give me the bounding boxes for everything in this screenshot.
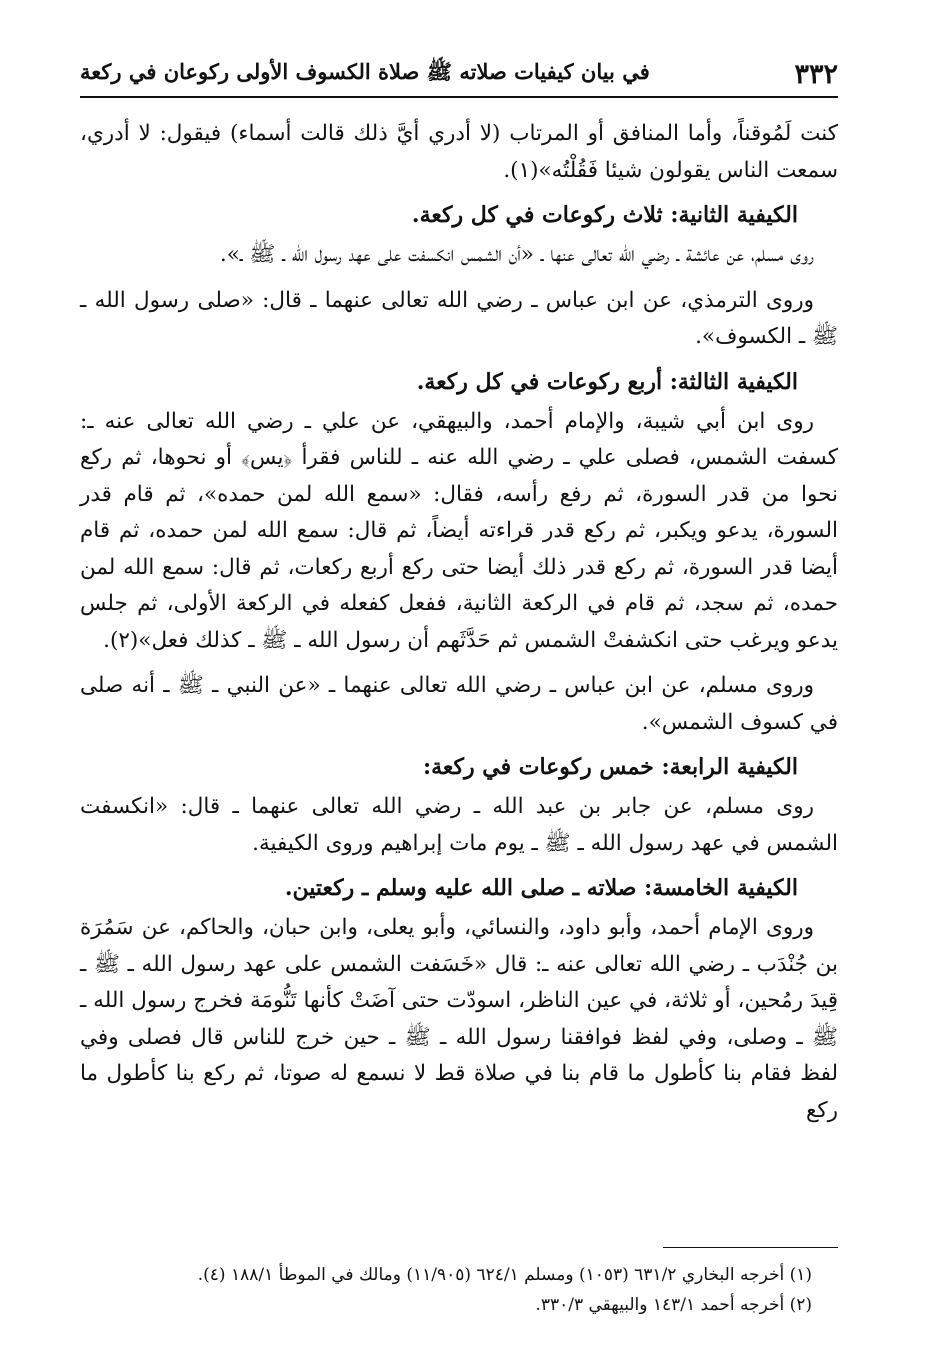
footnote-2: (٢) أخرجه أحمد ١٤٣/١ والبيهقي ٣٣٠/٣. xyxy=(535,1295,812,1315)
paragraph-samurah: وروى الإمام أحمد، وأبو داود، والنسائي، وأبو يعلى، وابن حبان، والحاكم، عن سَمُرَة بن جُنْدَب ـ رضي الله تعالى عنه ـ: قال «خَسَفت الشمس على عهد رسول الله ـ ﷺ ـ قِيدَ رمُحين، أو ثلاثة، في عين الناظر، اسودّت حتى آضَتْ كأنها تَنُّومَة فخرج رسول الله ـ ﷺ ـ وصلى، وفي لفظ فوافقنا رسول الله ـ ﷺ ـ حين خرج للناس قال فصلى وفي لفظ فقام بنا كأطول ما قام بنا في صلاة قط لا نسمع له صوتا، ثم ركع بنا كأطول ما ركع xyxy=(80,915,838,1123)
paragraph-tirmidhi: وروى الترمذي، عن ابن عباس ـ رضي الله تعالى عنهما ـ قال: «صلى رسول الله ـ ﷺ ـ الكسوف». xyxy=(80,287,838,349)
paragraph-muslim-ibn-abbas: وروى مسلم، عن ابن عباس ـ رضي الله تعالى عنهما ـ «عن النبي ـ ﷺ ـ أنه صلى في كسوف الشمس». xyxy=(80,673,838,735)
paragraph-muslim-aisha: روى مسلم، عن عائشة ـ رضي الله تعالى عنها ـ «أن الشمس انكسفت على عهد رسول الله ـ ﷺ ـ». xyxy=(219,242,814,267)
main-text xyxy=(80,116,838,1129)
footnote-1: (١) أخرجه البخاري ٦٣١/٢ (١٠٥٣) ومسلم ٦٢٤/١ (١١/٩٠٥) ومالك في الموطأ ١٨٨/١ (٤). xyxy=(197,1265,812,1285)
paragraph-muslim-jabir: روى مسلم، عن جابر بن عبد الله ـ رضي الله تعالى عنهما ـ قال: «انكسفت الشمس في عهد رسول الله ـ ﷺ ـ يوم مات إبراهيم وروى الكيفية. xyxy=(80,794,838,856)
section-heading-fourth-method: الكيفية الرابعة: خمس ركوعات في ركعة: xyxy=(422,754,798,780)
paragraph-continuation: كنت لَمُوقناً، وأما المنافق أو المرتاب (لا أدري أيَّ ذلك قالت أسماء) فيقول: لا أدري، سمعت الناس يقولون شيئا فَقُلْتُه»(١). xyxy=(80,121,838,183)
footnote-separator xyxy=(663,1247,838,1248)
section-heading-second-method: الكيفية الثانية: ثلاث ركوعات في كل ركعة. xyxy=(411,202,798,228)
paragraph-ibn-abi-shaybah: روى ابن أبي شيبة، والإمام أحمد، والبيهقي، عن علي ـ رضي الله تعالى عنه ـ: كسفت الشمس، فصلى علي ـ رضي الله عنه ـ للناس فقرأ ﴿يس﴾ أو نحوها، ثم ركع نحوا من قدر السورة، ثم رفع رأسه، فقال: «سمع الله لمن حمده»، ثم قام قدر السورة، يدعو ويكبر، ثم ركع قدر قراءته أيضاً، ثم قال: سمع الله لمن حمده، ثم قام أيضا قدر السورة، ثم ركع قدر ذلك أيضا حتى ركع أربع ركعات، ثم قال: سمع الله لمن حمده، ثم سجد، ثم قام في الركعة الثانية، ففعل كفعله في الركعة الأولى، ثم جلس يدعو ويرغب حتى انكشفتْ الشمس ثم حَدَّثَهم أن رسول الله ـ ﷺ ـ كذلك فعل»(٢). xyxy=(80,408,838,653)
section-heading-fifth-method: الكيفية الخامسة: صلاته ـ صلى الله عليه وسلم ـ ركعتين. xyxy=(284,875,798,901)
running-header xyxy=(80,52,838,98)
footnotes xyxy=(80,1260,838,1320)
page-number: ٣٣٢ xyxy=(794,58,838,90)
running-title: في بيان كيفيات صلاته ﷺ صلاة الكسوف الأولى ركوعان في ركعة xyxy=(80,58,650,84)
section-heading-third-method: الكيفية الثالثة: أربع ركوعات في كل ركعة. xyxy=(416,368,798,395)
